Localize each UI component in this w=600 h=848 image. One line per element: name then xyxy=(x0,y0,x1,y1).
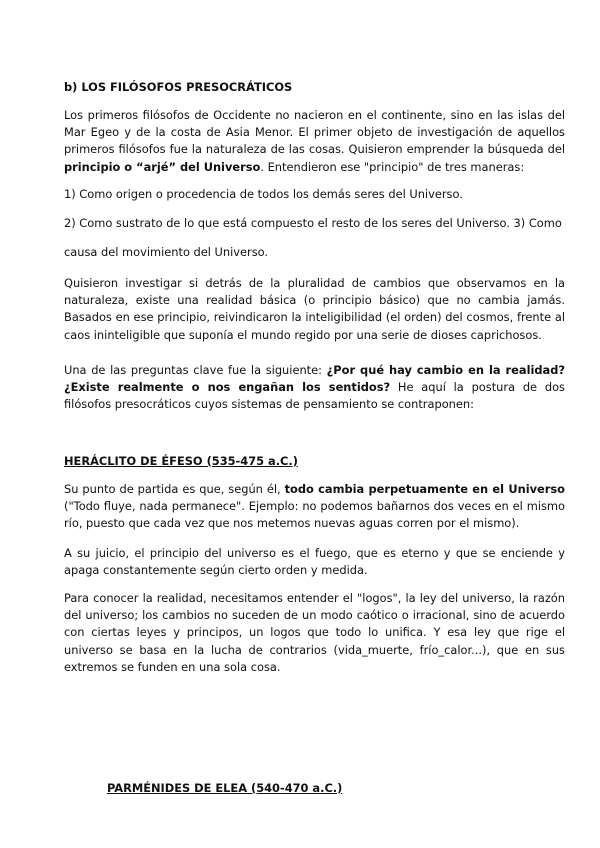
paragraph-intro xyxy=(64,107,565,176)
paragraph-preguntas xyxy=(64,362,565,414)
paragraph-heraclito-cambio xyxy=(64,481,565,533)
intro-text: Los primeros filósofos de Occidente no nacieron en el continente, sino en las islas del Mar Egeo y de la costa de Asia Menor. El primer objeto de investigación de aquellos primeros filósofos fue la naturaleza de las cosas. Quisieron emprender la búsqueda del xyxy=(64,108,565,157)
heading-parmenides: PARMÉNIDES DE ELEA (540-470 a.C.) xyxy=(107,781,343,795)
heraclito-text: Su punto de partida es que, según él, xyxy=(64,482,285,496)
heraclito-bold-cambio: todo cambia perpetuamente en el Universo xyxy=(284,482,565,496)
preguntas-text-end: He aquí la postura de dos filósofos presocráticos cuyos sistemas de pensamiento se contraponen: xyxy=(64,380,565,412)
list-item-2: 2) Como sustrato de lo que está compuesto el resto de los seres del Universo. 3) Como xyxy=(64,216,562,230)
paragraph-pluralidad: Quisieron investigar si detrás de la pluralidad de cambios que observamos en la naturaleza, existe una realidad básica (o principio básico) que no cambia jamás. Basados en ese principio, reivindicaron la inteligibilidad (el orden) del cosmos, frente al caos ininteligible que suponía el mundo regido por una serie de dioses caprichosos. xyxy=(64,276,565,342)
heading-heraclito: HERÁCLITO DE ÉFESO (535-475 a.C.) xyxy=(64,454,298,468)
list-item-1: 1) Como origen o procedencia de todos los demás seres del Universo. xyxy=(64,187,463,201)
preguntas-text: Una de las preguntas clave fue la siguiente: xyxy=(64,363,327,377)
preguntas-bold-question: ¿Por qué hay cambio en la realidad? ¿Existe realmente o nos engañan los sentidos? xyxy=(64,363,565,395)
heraclito-text-end: ("Todo fluye, nada permanece". Ejemplo: no podemos bañarnos dos veces en el mismo río, puesto que cada vez que nos metemos nuevas aguas corren por el mismo). xyxy=(64,499,565,531)
paragraph-heraclito-fuego: A su juicio, el principio del universo es el fuego, que es eterno y que se enciende y apaga constantemente según cierto orden y medida. xyxy=(64,546,565,578)
paragraph-heraclito-logos: Para conocer la realidad, necesitamos entender el "logos", la ley del universo, la razón del universo; los cambios no suceden de un modo caótico o irracional, sino de acuerdo con ciertas leyes y principos, un logos que todo lo unifica. Y esa ley que rige el universo se basa en la lucha de contrarios (vida_muerte, frío_calor...), que en sus extremos se funden en una sola cosa. xyxy=(64,591,565,674)
intro-text-end: . Entendieron ese "principio" de tres maneras: xyxy=(260,159,525,174)
intro-bold-arje: principio o “arjé” del Universo xyxy=(64,159,261,174)
list-item-2-continued: causa del movimiento del Universo. xyxy=(64,245,269,259)
section-heading-presocraticos: b) LOS FILÓSOFOS PRESOCRÁTICOS xyxy=(64,80,293,94)
